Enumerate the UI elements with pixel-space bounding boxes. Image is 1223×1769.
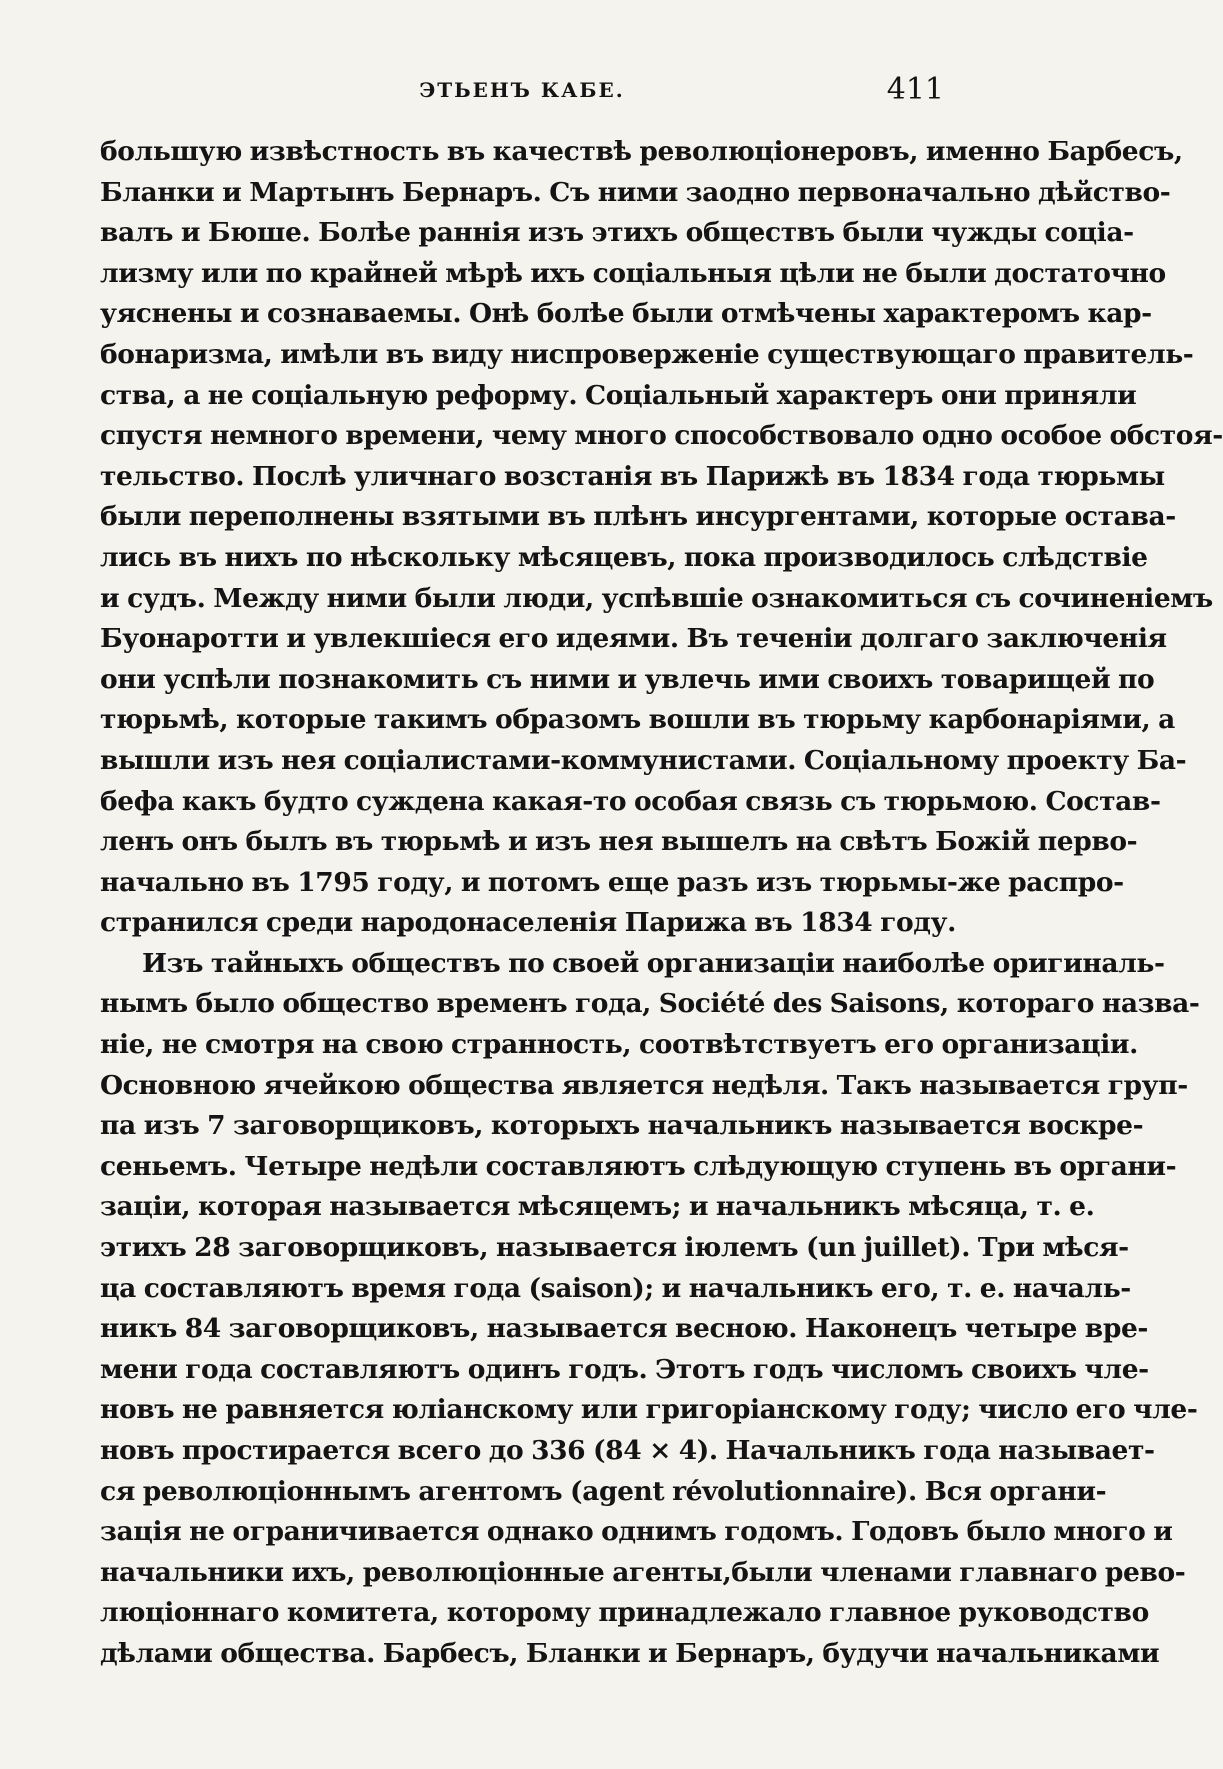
running-head: ЭТЬЕНЪ КАБЕ.	[419, 78, 625, 102]
body-text	[100, 132, 1223, 1675]
paragraph-1	[100, 132, 1223, 944]
text-line: и судъ. Между ними были люди, успѣвшіе ознакомиться съ сочиненіемъ	[100, 582, 1213, 614]
text-line: лись въ нихъ по нѣскольку мѣсяцевъ, пока производилось слѣдствіе	[100, 541, 1148, 573]
text-line: па изъ 7 заговорщиковъ, которыхъ начальникъ называется воскре-	[100, 1110, 1144, 1142]
text-line: никъ 84 заговорщиковъ, называется весною. Наконецъ четыре вре-	[100, 1313, 1149, 1345]
text-line: мени года составляютъ одинъ годъ. Этотъ годъ числомъ своихъ чле-	[100, 1353, 1149, 1385]
text-line: нымъ было общество временъ года, Société des Saisons, котораго назва-	[100, 988, 1200, 1020]
text-line: бефа какъ будто суждена какая-то особая связь съ тюрьмою. Состав-	[100, 785, 1161, 817]
paragraph-2	[100, 944, 1200, 1675]
text-line: новъ простирается всего до 336 (84 × 4). Начальникъ года называет-	[100, 1435, 1155, 1466]
text-line: были переполнены взятыми въ плѣнъ инсургентами, которые остава-	[100, 501, 1176, 533]
text-line: лизму или по крайней мѣрѣ ихъ соціальныя цѣли не были достаточно	[100, 257, 1166, 289]
text-line: этихъ 28 заговорщиковъ, называется іюлемъ (un juillet). Три мѣся-	[100, 1232, 1129, 1264]
text-line: зація не ограничивается однако однимъ годомъ. Годовъ было много и	[100, 1516, 1173, 1548]
text-line: валъ и Бюше. Болѣе раннія изъ этихъ обществъ были чужды соціа-	[100, 217, 1134, 249]
text-line: заціи, которая называется мѣсяцемъ; и начальникъ мѣсяца, т. е.	[100, 1191, 1095, 1223]
text-line: они успѣли познакомить съ ними и увлечь ими своихъ товарищей по	[100, 663, 1155, 695]
text-line: бонаризма, имѣли въ виду ниспроверженіе существующаго правитель-	[100, 338, 1194, 370]
text-line: ся революціоннымъ агентомъ (agent révolutionnaire). Вся органи-	[100, 1475, 1107, 1507]
text-line: Изъ тайныхъ обществъ по своей организаціи наиболѣе оригиналь-	[142, 947, 1165, 979]
text-line: большую извѣстность въ качествѣ революціонеровъ, именно Барбесъ,	[100, 136, 1183, 167]
text-line: ніе, не смотря на свою странность, соотвѣтствуетъ его организаціи.	[100, 1029, 1138, 1061]
page-number: 411	[886, 72, 944, 107]
text-line: тюрьмѣ, которые такимъ образомъ вошли въ тюрьму карбонаріями, а	[100, 704, 1175, 736]
text-line: ленъ онъ былъ въ тюрьмѣ и изъ нея вышелъ на свѣтъ Божій перво-	[100, 826, 1138, 858]
text-line: странился среди народонаселенія Парижа въ 1834 году.	[100, 907, 956, 939]
text-line: уяснены и сознаваемы. Онѣ болѣе были отмѣчены характеромъ кар-	[100, 298, 1152, 330]
text-line: ца составляютъ время года (saison); и начальникъ его, т. е. началь-	[100, 1272, 1131, 1304]
text-line: ства, а не соціальную реформу. Соціальный характеръ они приняли	[100, 379, 1137, 411]
text-line: люціоннаго комитета, которому принадлежало главное руководство	[100, 1597, 1149, 1629]
text-line: Основною ячейкою общества является недѣля. Такъ называется груп-	[100, 1069, 1188, 1101]
text-line: начально въ 1795 году, и потомъ еще разъ изъ тюрьмы-же распро-	[100, 866, 1124, 898]
text-line: Бланки и Мартынъ Бернаръ. Съ ними заодно первоначально дѣйство-	[100, 176, 1171, 208]
text-line: вышли изъ нея соціалистами-коммунистами. Соціальному проекту Ба-	[100, 744, 1187, 776]
text-line: сеньемъ. Четыре недѣли составляютъ слѣдующую ступень въ органи-	[100, 1150, 1177, 1182]
text-line: начальники ихъ, революціонные агенты,были членами главнаго рево-	[100, 1556, 1186, 1588]
text-line: новъ не равняется юліанскому или григоріанскому году; число его чле-	[100, 1394, 1198, 1426]
text-line: тельство. Послѣ уличнаго возстанія въ Парижѣ въ 1834 года тюрьмы	[100, 460, 1165, 492]
text-line: спустя немного времени, чему много способствовало одно особое обстоя-	[100, 420, 1223, 452]
page-header	[100, 72, 944, 112]
text-line: дѣлами общества. Барбесъ, Бланки и Бернаръ, будучи начальниками	[100, 1637, 1160, 1669]
text-line: Буонаротти и увлекшіеся его идеями. Въ теченіи долгаго заключенія	[100, 623, 1167, 655]
